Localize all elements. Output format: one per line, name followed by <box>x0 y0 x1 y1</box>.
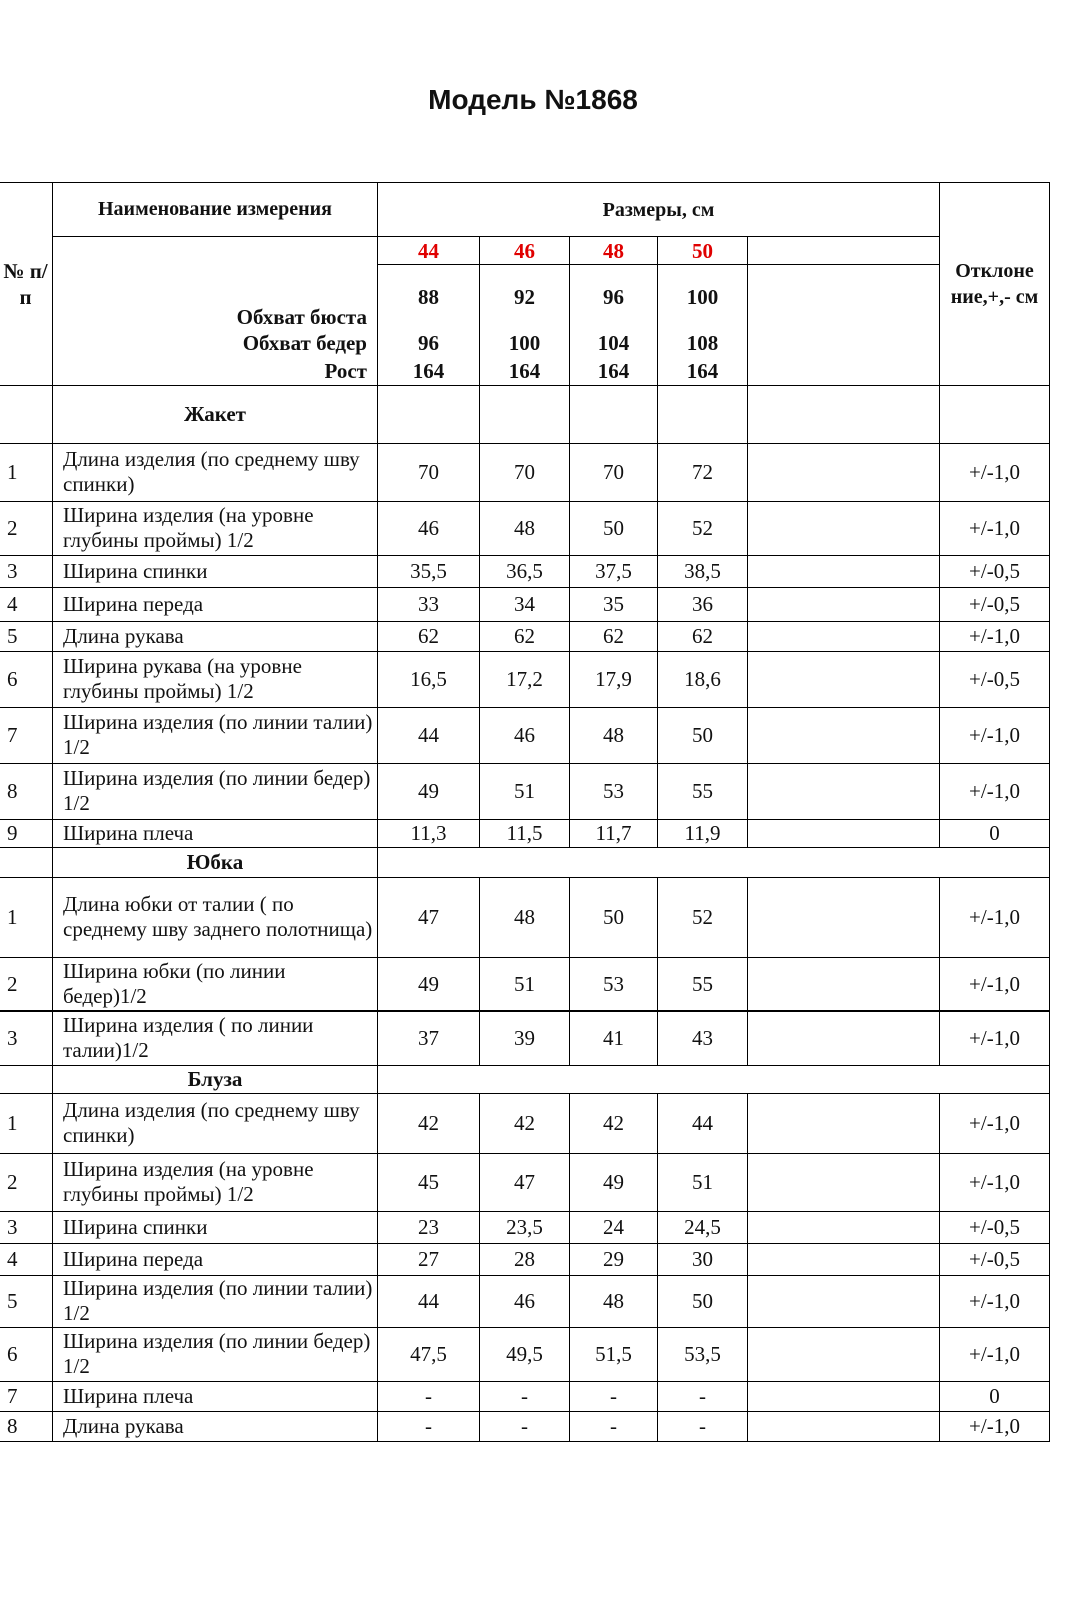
size-value: 38,5 <box>658 555 748 587</box>
empty-cell <box>748 501 940 555</box>
size-value: 46 <box>480 1275 570 1327</box>
empty-cell <box>748 763 940 819</box>
size-value: 49 <box>378 763 480 819</box>
deviation-value: +/-1,0 <box>940 877 1050 957</box>
row-number: 4 <box>0 1243 53 1275</box>
hips-value: 108 <box>686 330 719 355</box>
bust-row <box>0 265 1050 329</box>
measurement-name: Длина юбки от талии ( по среднему шву заднего полотнища) <box>53 877 378 957</box>
row-number: 2 <box>0 501 53 555</box>
deviation-value: 0 <box>940 819 1050 847</box>
deviation-value: +/-1,0 <box>940 1275 1050 1327</box>
measurement-name: Ширина изделия ( по линии талии)1/2 <box>53 1011 378 1065</box>
size-value: 11,7 <box>570 819 658 847</box>
size-value: 24 <box>570 1211 658 1243</box>
section-title: Юбка <box>53 847 378 877</box>
height-value: 164 <box>597 358 630 383</box>
measurement-name: Ширина переда <box>53 587 378 621</box>
row-number: 1 <box>0 1093 53 1153</box>
bust-value: 88 <box>378 265 480 329</box>
size-value: 72 <box>658 443 748 501</box>
height-value: 164 <box>508 358 541 383</box>
size-value: 17,9 <box>570 651 658 707</box>
table-row <box>0 877 1050 957</box>
height-value: 164 <box>686 358 719 383</box>
size-value: 30 <box>658 1243 748 1275</box>
section-empty-cell <box>570 385 658 443</box>
size-value: 50 <box>570 877 658 957</box>
size-value: 45 <box>378 1153 480 1211</box>
name-header: Наименование измерения <box>53 183 378 237</box>
table-row <box>0 1093 1050 1153</box>
table-row <box>0 957 1050 1011</box>
empty-cell <box>748 1093 940 1153</box>
size-value: 46 <box>480 707 570 763</box>
sizes-header: Размеры, см <box>378 183 940 237</box>
size-value: 42 <box>570 1093 658 1153</box>
section-title: Блуза <box>53 1065 378 1093</box>
row-number: 3 <box>0 555 53 587</box>
size-value: 55 <box>658 763 748 819</box>
size-value: 62 <box>658 621 748 651</box>
deviation-value: +/-0,5 <box>940 1211 1050 1243</box>
measurement-name: Ширина изделия (по линии бедер) 1/2 <box>53 763 378 819</box>
size-value: 70 <box>378 443 480 501</box>
measurement-name: Ширина изделия (на уровне глубины проймы) 1/2 <box>53 1153 378 1211</box>
size-value: 53,5 <box>658 1327 748 1381</box>
empty-cell <box>748 1243 940 1275</box>
size-value: 48 <box>570 707 658 763</box>
empty-size-cell <box>748 237 940 265</box>
row-number: 7 <box>0 1381 53 1411</box>
measurement-table <box>0 182 1050 1442</box>
deviation-value: +/-0,5 <box>940 555 1050 587</box>
hips-height-value <box>658 329 748 386</box>
row-number: 7 <box>0 707 53 763</box>
size-value: 18,6 <box>658 651 748 707</box>
size-value: 23,5 <box>480 1211 570 1243</box>
measurement-name: Длина изделия (по среднему шву спинки) <box>53 443 378 501</box>
row-number: 5 <box>0 621 53 651</box>
deviation-value: +/-1,0 <box>940 1093 1050 1153</box>
size-value: 48 <box>480 877 570 957</box>
deviation-value: +/-0,5 <box>940 651 1050 707</box>
hips-height-value <box>378 329 480 386</box>
size-value: 55 <box>658 957 748 1011</box>
deviation-value: +/-1,0 <box>940 763 1050 819</box>
size-value: 50 <box>570 501 658 555</box>
measurement-name: Ширина спинки <box>53 1211 378 1243</box>
deviation-value: +/-1,0 <box>940 1327 1050 1381</box>
document-title: Модель №1868 <box>428 84 638 115</box>
table-row <box>0 501 1050 555</box>
size-value: 33 <box>378 587 480 621</box>
section-empty-cell <box>378 1065 1050 1093</box>
size-value: 41 <box>570 1011 658 1065</box>
section-empty-cell <box>748 385 940 443</box>
hips-height-value <box>570 329 658 386</box>
empty-bust-cell <box>748 265 940 386</box>
section-empty-cell <box>480 385 570 443</box>
size-value: 36 <box>658 587 748 621</box>
hips-value: 104 <box>597 330 630 355</box>
deviation-value: +/-0,5 <box>940 587 1050 621</box>
header-row <box>0 183 1050 237</box>
hips-height-label <box>53 329 378 386</box>
empty-cell <box>748 651 940 707</box>
size-value: 44 <box>658 1093 748 1153</box>
size-value: 51 <box>480 763 570 819</box>
size-value: - <box>378 1381 480 1411</box>
size-row <box>0 237 1050 265</box>
empty-cell <box>748 1153 940 1211</box>
empty-cell <box>748 957 940 1011</box>
size-value: 51 <box>658 1153 748 1211</box>
size-value: - <box>480 1381 570 1411</box>
empty-cell <box>748 1411 940 1441</box>
size-value: 47 <box>378 877 480 957</box>
row-number: 1 <box>0 443 53 501</box>
hips-value: 96 <box>418 330 439 355</box>
size-value: 51 <box>480 957 570 1011</box>
num-header: № п/п <box>0 183 53 386</box>
bust-value: 96 <box>570 265 658 329</box>
deviation-value: +/-1,0 <box>940 707 1050 763</box>
height-label: Рост <box>324 358 367 383</box>
deviation-value: +/-1,0 <box>940 957 1050 1011</box>
size-value: 50 <box>658 1275 748 1327</box>
table-row <box>0 1011 1050 1065</box>
size-value: 62 <box>570 621 658 651</box>
table-row <box>0 1411 1050 1441</box>
row-number: 8 <box>0 763 53 819</box>
measurement-table-body <box>0 183 1050 1442</box>
hips-label: Обхват бедер <box>242 330 367 355</box>
size-value: 35,5 <box>378 555 480 587</box>
deviation-value: +/-1,0 <box>940 1011 1050 1065</box>
size-value: 11,3 <box>378 819 480 847</box>
row-number: 6 <box>0 651 53 707</box>
deviation-value: +/-1,0 <box>940 501 1050 555</box>
table-row <box>0 621 1050 651</box>
size-value: 52 <box>658 877 748 957</box>
size-value: 52 <box>658 501 748 555</box>
measurement-name: Ширина плеча <box>53 1381 378 1411</box>
empty-cell <box>748 555 940 587</box>
row-number: 4 <box>0 587 53 621</box>
table-row <box>0 651 1050 707</box>
size-value: 27 <box>378 1243 480 1275</box>
measurement-name: Длина рукава <box>53 621 378 651</box>
empty-cell <box>748 1327 940 1381</box>
hips-height-value <box>480 329 570 386</box>
measurement-name: Ширина изделия (по линии талии) 1/2 <box>53 707 378 763</box>
size-value: 70 <box>570 443 658 501</box>
table-row <box>0 707 1050 763</box>
deviation-value: +/-1,0 <box>940 1153 1050 1211</box>
deviation-value: +/-1,0 <box>940 1411 1050 1441</box>
deviation-value: +/-1,0 <box>940 443 1050 501</box>
bust-label: Обхват бюста <box>53 265 378 329</box>
section-empty-cell <box>378 385 480 443</box>
size-value: 53 <box>570 763 658 819</box>
table-row <box>0 1243 1050 1275</box>
measurement-name: Длина рукава <box>53 1411 378 1441</box>
measurement-name: Ширина изделия (на уровне глубины проймы) 1/2 <box>53 501 378 555</box>
size-value: - <box>480 1411 570 1441</box>
height-value: 164 <box>412 358 445 383</box>
empty-cell <box>748 877 940 957</box>
row-number: 2 <box>0 957 53 1011</box>
table-row <box>0 763 1050 819</box>
empty-cell <box>748 443 940 501</box>
deviation-header: Отклоне ние,+,- см <box>940 183 1050 386</box>
name-header-spacer <box>53 237 378 265</box>
table-row <box>0 555 1050 587</box>
table-row <box>0 1275 1050 1327</box>
size-value: 48 <box>570 1275 658 1327</box>
size-value: 24,5 <box>658 1211 748 1243</box>
row-number: 3 <box>0 1211 53 1243</box>
bust-value: 92 <box>480 265 570 329</box>
table-row <box>0 1327 1050 1381</box>
table-row <box>0 1153 1050 1211</box>
measurement-name: Ширина рукава (на уровне глубины проймы) 1/2 <box>53 651 378 707</box>
measurement-name: Ширина изделия (по линии талии) 1/2 <box>53 1275 378 1327</box>
empty-cell <box>748 1211 940 1243</box>
measurement-name: Ширина переда <box>53 1243 378 1275</box>
section-title: Жакет <box>53 385 378 443</box>
table-row <box>0 819 1050 847</box>
size-value: 17,2 <box>480 651 570 707</box>
row-number: 5 <box>0 1275 53 1327</box>
section-empty-cell <box>940 385 1050 443</box>
section-num-cell <box>0 847 53 877</box>
size-value: 11,5 <box>480 819 570 847</box>
size-value: 47 <box>480 1153 570 1211</box>
size-value: 44 <box>378 1275 480 1327</box>
section-row <box>0 385 1050 443</box>
size-value: 51,5 <box>570 1327 658 1381</box>
row-number: 8 <box>0 1411 53 1441</box>
size-value: 62 <box>480 621 570 651</box>
size-50: 50 <box>658 237 748 265</box>
measurement-name: Ширина спинки <box>53 555 378 587</box>
section-row <box>0 847 1050 877</box>
row-number: 9 <box>0 819 53 847</box>
deviation-value: +/-1,0 <box>940 621 1050 651</box>
size-value: 39 <box>480 1011 570 1065</box>
size-value: 46 <box>378 501 480 555</box>
measurement-name: Ширина юбки (по линии бедер)1/2 <box>53 957 378 1011</box>
row-number: 2 <box>0 1153 53 1211</box>
size-value: 43 <box>658 1011 748 1065</box>
hips-value: 100 <box>508 330 541 355</box>
size-value: 28 <box>480 1243 570 1275</box>
size-value: 44 <box>378 707 480 763</box>
section-empty-cell <box>378 847 1050 877</box>
size-value: 70 <box>480 443 570 501</box>
size-value: 49 <box>570 1153 658 1211</box>
empty-cell <box>748 1381 940 1411</box>
size-value: - <box>378 1411 480 1441</box>
size-value: 23 <box>378 1211 480 1243</box>
measurement-name: Длина изделия (по среднему шву спинки) <box>53 1093 378 1153</box>
size-value: 53 <box>570 957 658 1011</box>
row-number: 1 <box>0 877 53 957</box>
row-number: 3 <box>0 1011 53 1065</box>
section-num-cell <box>0 385 53 443</box>
size-value: 36,5 <box>480 555 570 587</box>
size-44: 44 <box>378 237 480 265</box>
size-value: 49 <box>378 957 480 1011</box>
size-46: 46 <box>480 237 570 265</box>
measurement-name: Ширина плеча <box>53 819 378 847</box>
section-row <box>0 1065 1050 1093</box>
size-value: 50 <box>658 707 748 763</box>
table-row <box>0 1381 1050 1411</box>
empty-cell <box>748 621 940 651</box>
deviation-value: 0 <box>940 1381 1050 1411</box>
size-value: 49,5 <box>480 1327 570 1381</box>
size-value: 42 <box>480 1093 570 1153</box>
empty-cell <box>748 707 940 763</box>
size-value: - <box>570 1411 658 1441</box>
section-num-cell <box>0 1065 53 1093</box>
table-row <box>0 587 1050 621</box>
row-number: 6 <box>0 1327 53 1381</box>
measurement-name: Ширина изделия (по линии бедер) 1/2 <box>53 1327 378 1381</box>
size-value: 37 <box>378 1011 480 1065</box>
size-value: 62 <box>378 621 480 651</box>
deviation-value: +/-0,5 <box>940 1243 1050 1275</box>
size-value: - <box>570 1381 658 1411</box>
empty-cell <box>748 1275 940 1327</box>
table-row <box>0 443 1050 501</box>
size-value: - <box>658 1411 748 1441</box>
size-48: 48 <box>570 237 658 265</box>
size-value: 35 <box>570 587 658 621</box>
bust-value: 100 <box>658 265 748 329</box>
size-value: 37,5 <box>570 555 658 587</box>
size-value: 29 <box>570 1243 658 1275</box>
empty-cell <box>748 819 940 847</box>
size-value: 11,9 <box>658 819 748 847</box>
size-value: 42 <box>378 1093 480 1153</box>
empty-cell <box>748 1011 940 1065</box>
size-value: 48 <box>480 501 570 555</box>
section-empty-cell <box>658 385 748 443</box>
size-value: 47,5 <box>378 1327 480 1381</box>
size-value: 34 <box>480 587 570 621</box>
size-value: 16,5 <box>378 651 480 707</box>
size-value: - <box>658 1381 748 1411</box>
table-row <box>0 1211 1050 1243</box>
empty-cell <box>748 587 940 621</box>
